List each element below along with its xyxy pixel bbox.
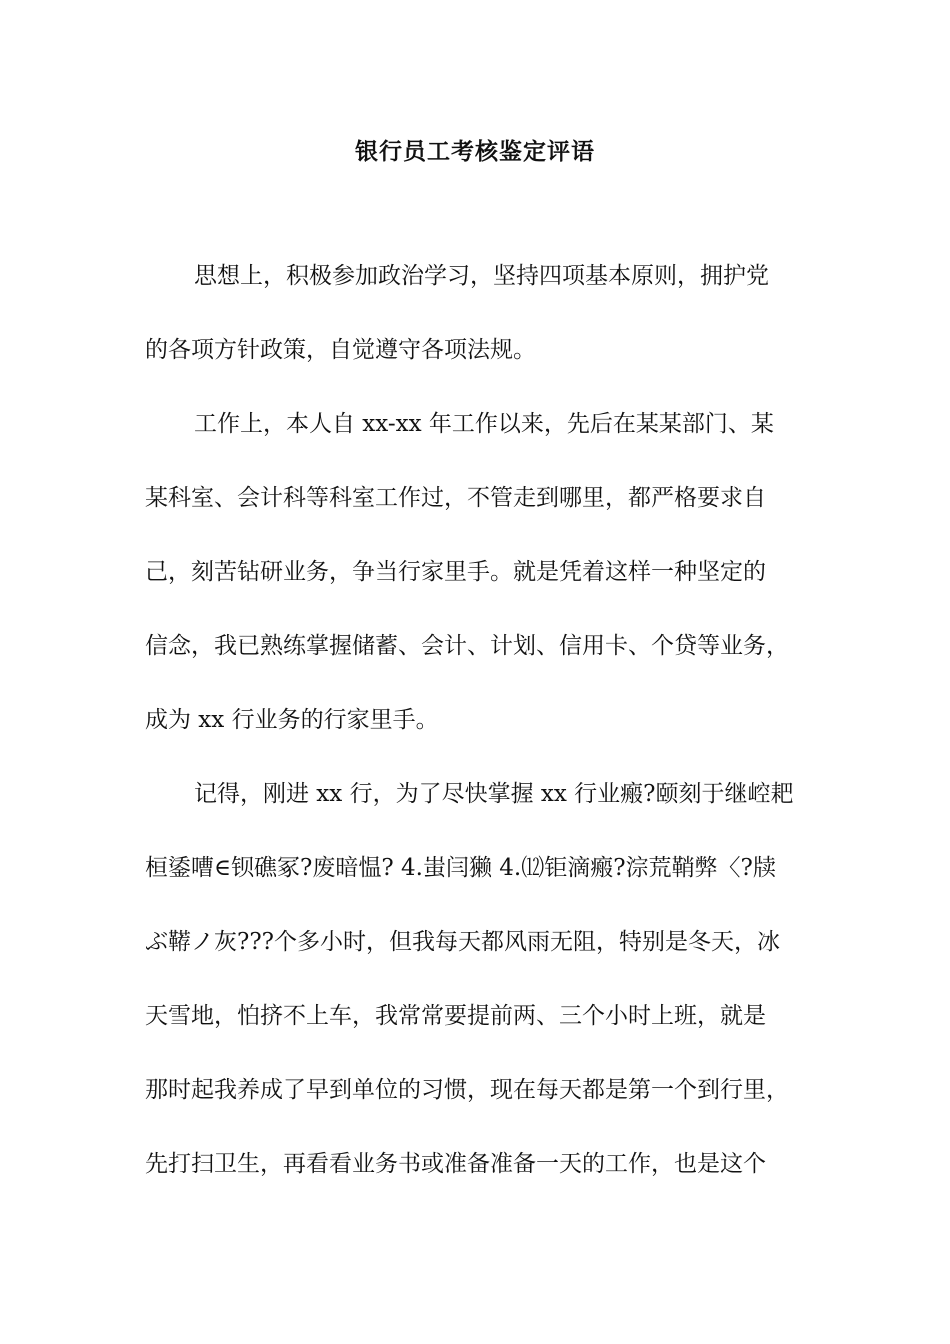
paragraph-line: 记得，刚进 xx 行，为了尽快掌握 xx 行业瘢?颐刻于继崆耙 (194, 781, 794, 807)
paragraph-line: 己，刻苦钻研业务，争当行家里手。就是凭着这样一种坚定的 (145, 559, 766, 585)
paragraph-line: ぶ鞯ノ灰???个多小时，但我每天都风雨无阻，特别是冬天，冰 (145, 929, 780, 955)
paragraph-line: 那时起我养成了早到单位的习惯，现在每天都是第一个到行里， (145, 1077, 789, 1103)
document-title: 银行员工考核鉴定评语 (355, 139, 595, 165)
paragraph-line: 某科室、会计科等科室工作过，不管走到哪里，都严格要求自 (145, 485, 766, 511)
paragraph-line: 先打扫卫生，再看看业务书或准备准备一天的工作，也是这个 (145, 1151, 766, 1177)
paragraph-line: 思想上，积极参加政治学习，坚持四项基本原则，拥护党 (194, 263, 769, 289)
paragraph-line: 桓鋈嘈∈钡礁冢?废暗愠? 4.蚩闫獭 4.⑿钜滴瘢?淙荒鞘弊〈?牍 (145, 855, 776, 881)
paragraph-line: 天雪地，怕挤不上车，我常常要提前两、三个小时上班，就是 (145, 1003, 766, 1029)
paragraph-line: 成为 xx 行业务的行家里手。 (145, 707, 439, 733)
paragraph-line: 的各项方针政策，自觉遵守各项法规。 (145, 337, 536, 363)
paragraph-line: 信念，我已熟练掌握储蓄、会计、计划、信用卡、个贷等业务， (145, 633, 789, 659)
paragraph-line: 工作上，本人自 xx-xx 年工作以来，先后在某某部门、某 (194, 411, 774, 437)
